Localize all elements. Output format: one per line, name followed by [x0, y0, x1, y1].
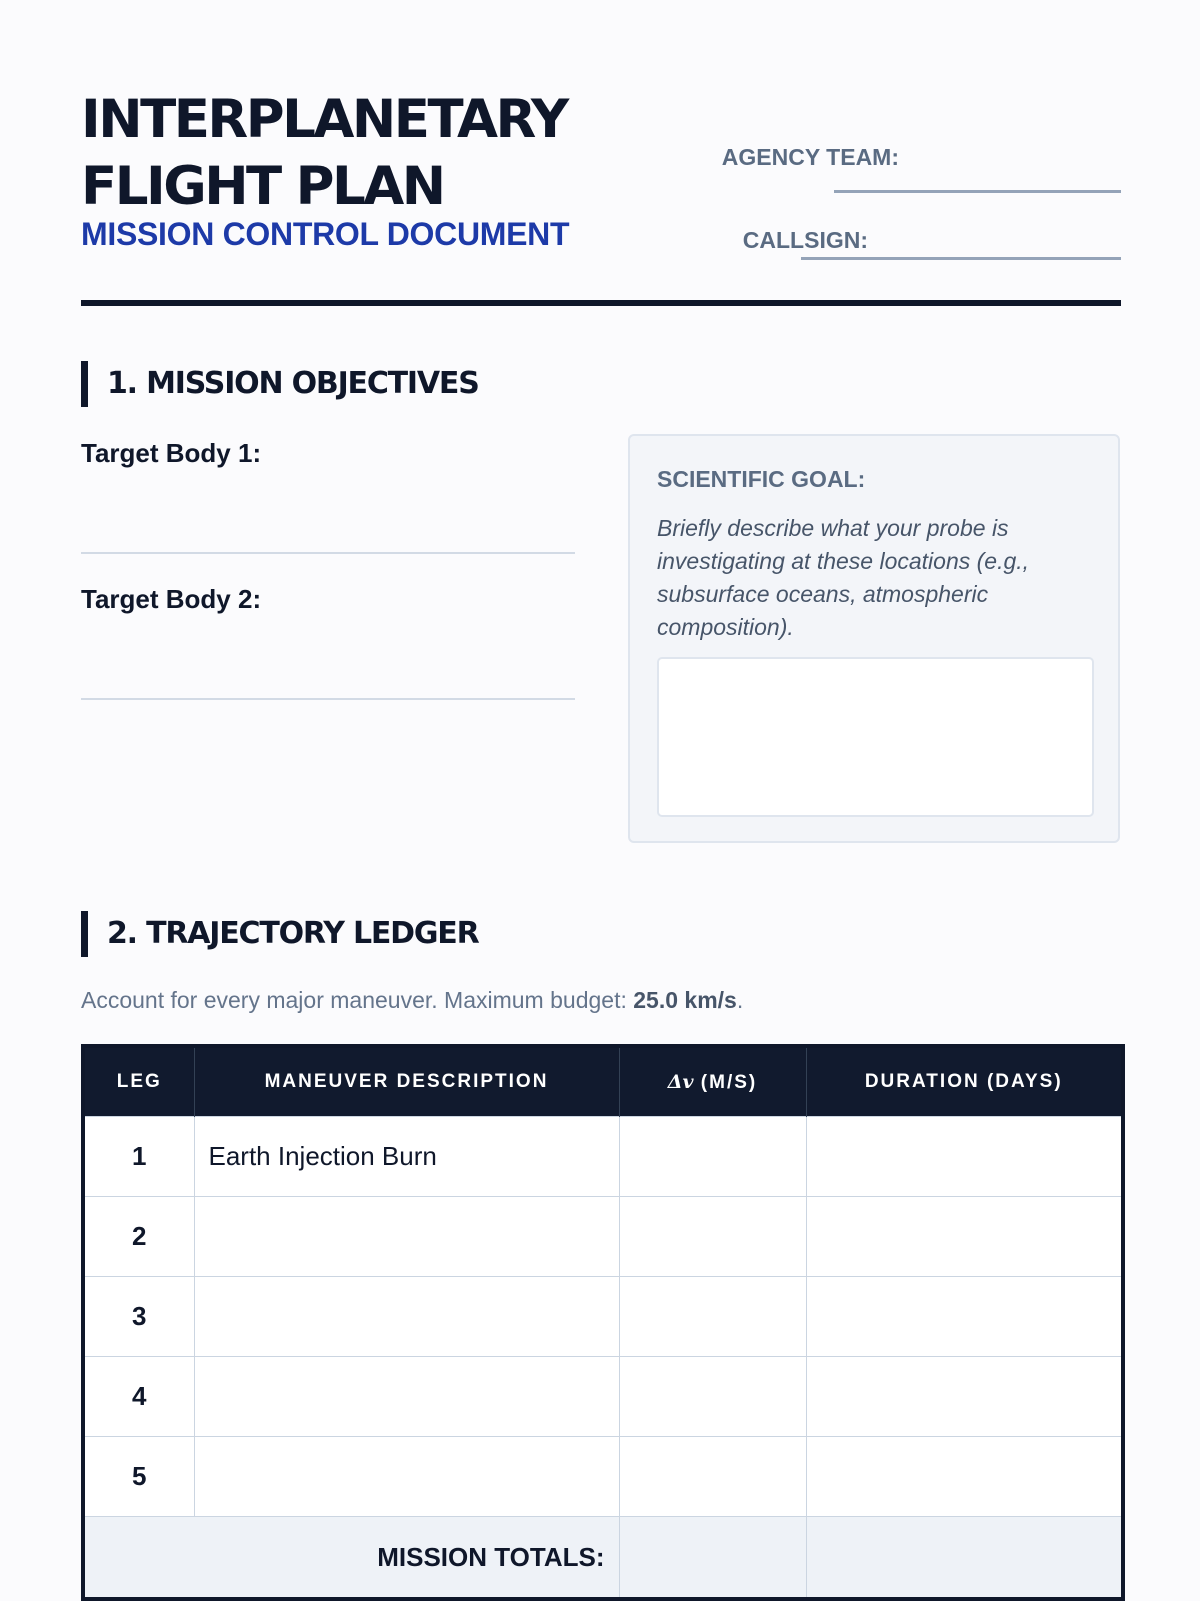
budget-note-text: Account for every major maneuver. Maximum budget: [81, 987, 634, 1013]
column-header-duration: DURATION (DAYS) [806, 1046, 1123, 1117]
section-trajectory-ledger-heading: 2. TRAJECTORY LEDGER [81, 911, 479, 957]
duration-cell[interactable] [806, 1277, 1123, 1357]
agency-team-field[interactable] [834, 190, 1121, 193]
duration-cell[interactable] [806, 1197, 1123, 1277]
title-line-1: INTERPLANETARY [81, 89, 567, 150]
total-duration-cell[interactable] [806, 1517, 1123, 1600]
scientific-goal-instructions: Briefly describe what your probe is investigating at these locations (e.g., subsurface oceans, atmospheric composition). [657, 515, 1030, 640]
mission-totals-label: MISSION TOTALS: [83, 1517, 619, 1600]
table-row [83, 1277, 1123, 1357]
target-body-2-label: Target Body 2: [81, 584, 262, 614]
agency-team-label: AGENCY TEAM: [721, 144, 899, 170]
target-body-1-field[interactable] [81, 552, 575, 554]
callsign-label: CALLSIGN: [742, 227, 868, 253]
leg-number: 4 [83, 1357, 194, 1437]
table-header-row [83, 1046, 1123, 1117]
scientific-goal-textarea[interactable] [657, 657, 1094, 817]
leg-number: 2 [83, 1197, 194, 1277]
scientific-goal-label: SCIENTIFIC GOAL: [657, 466, 866, 492]
column-header-maneuver-description: MANEUVER DESCRIPTION [194, 1046, 619, 1117]
table-row [83, 1357, 1123, 1437]
duration-cell[interactable] [806, 1117, 1123, 1197]
delta-v-cell[interactable] [619, 1197, 806, 1277]
column-header-delta-v [619, 1046, 806, 1117]
maneuver-description-cell[interactable] [194, 1437, 619, 1517]
table-row [83, 1437, 1123, 1517]
delta-v-symbol: Δv [667, 1070, 694, 1093]
header-divider [81, 300, 1121, 306]
page-title [81, 86, 641, 220]
delta-v-unit: (M/S) [693, 1071, 758, 1093]
maneuver-description-cell[interactable] [194, 1357, 619, 1437]
section-mission-objectives-heading: 1. MISSION OBJECTIVES [81, 361, 479, 407]
leg-number: 5 [83, 1437, 194, 1517]
leg-number: 1 [83, 1117, 194, 1197]
mission-totals-row [83, 1517, 1123, 1600]
total-delta-v-cell[interactable] [619, 1517, 806, 1600]
delta-v-cell[interactable] [619, 1437, 806, 1517]
title-line-2: FLIGHT PLAN [81, 156, 444, 217]
flight-plan-page [81, 0, 1121, 1600]
trajectory-ledger-table [81, 1044, 1125, 1601]
table-row [83, 1117, 1123, 1197]
budget-value: 25.0 km/s [633, 987, 737, 1013]
delta-v-cell[interactable] [619, 1117, 806, 1197]
page-subtitle: MISSION CONTROL DOCUMENT [81, 216, 570, 252]
budget-note-end: . [736, 987, 744, 1013]
scientific-goal-panel [628, 434, 1120, 843]
target-body-2-field[interactable] [81, 698, 575, 700]
column-header-leg: LEG [83, 1046, 194, 1117]
delta-v-cell[interactable] [619, 1277, 806, 1357]
duration-cell[interactable] [806, 1357, 1123, 1437]
maneuver-description-cell[interactable]: Earth Injection Burn [194, 1117, 619, 1197]
callsign-field[interactable] [801, 257, 1121, 260]
target-body-1-label: Target Body 1: [81, 438, 262, 468]
leg-number: 3 [83, 1277, 194, 1357]
maneuver-description-cell[interactable] [194, 1197, 619, 1277]
table-row [83, 1197, 1123, 1277]
maneuver-description-cell[interactable] [194, 1277, 619, 1357]
delta-v-cell[interactable] [619, 1357, 806, 1437]
duration-cell[interactable] [806, 1437, 1123, 1517]
budget-note [81, 987, 743, 1014]
